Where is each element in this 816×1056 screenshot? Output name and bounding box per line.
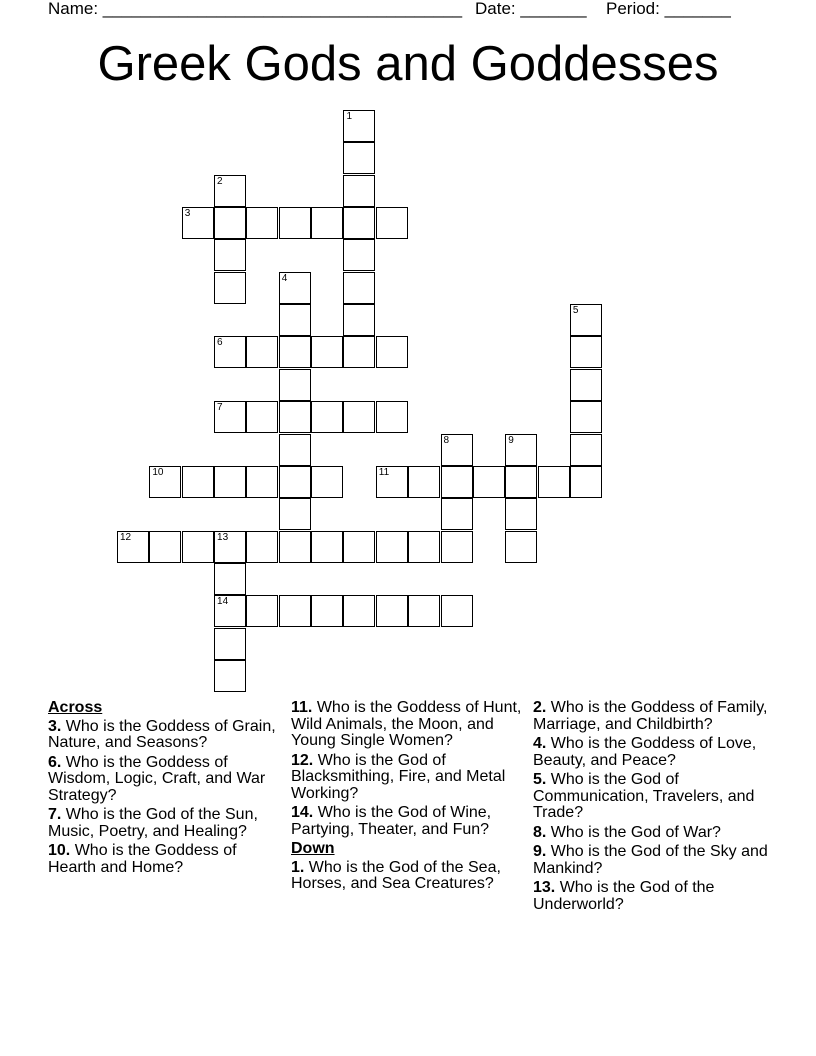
cell-number: 13 (217, 531, 229, 543)
grid-cell[interactable] (214, 660, 246, 692)
grid-cell[interactable] (343, 531, 375, 563)
clue-across-3: 3. Who is the Goddess of Grain, Nature, and Seasons? (48, 717, 276, 751)
clue-down-13: 13. Who is the God of the Underworld? (533, 879, 715, 913)
grid-cell[interactable] (538, 466, 570, 498)
grid-cell[interactable] (311, 336, 343, 368)
cell-number: 6 (217, 337, 223, 349)
clue-column-2 (291, 700, 527, 896)
grid-cell[interactable] (343, 142, 375, 174)
cell-number: 12 (120, 531, 132, 543)
grid-cell[interactable] (279, 434, 311, 466)
grid-cell[interactable] (246, 401, 278, 433)
grid-cell[interactable] (570, 401, 602, 433)
grid-cell[interactable] (570, 466, 602, 498)
grid-cell[interactable] (214, 175, 246, 207)
cell-number: 2 (217, 175, 223, 187)
grid-cell[interactable] (246, 336, 278, 368)
cell-number: 7 (217, 402, 223, 414)
grid-cell[interactable] (149, 531, 181, 563)
grid-cell[interactable] (246, 466, 278, 498)
clue-across-10: 10. Who is the Goddess of Hearth and Home? (48, 842, 237, 876)
grid-cell[interactable] (214, 628, 246, 660)
grid-cell[interactable] (376, 531, 408, 563)
grid-cell[interactable] (117, 531, 149, 563)
clue-across-7: 7. Who is the God of the Sun, Music, Poetry, and Healing? (48, 806, 258, 840)
clue-column-1 (48, 700, 284, 879)
grid-cell[interactable] (343, 595, 375, 627)
grid-cell[interactable] (343, 207, 375, 239)
grid-cell[interactable] (214, 401, 246, 433)
grid-cell[interactable] (441, 466, 473, 498)
grid-cell[interactable] (182, 207, 214, 239)
clue-across-14: 14. Who is the God of Wine, Partying, Theater, and Fun? (291, 804, 492, 838)
grid-cell[interactable] (279, 304, 311, 336)
cell-number: 11 (378, 466, 390, 478)
period-field-label: Period: _______ (606, 0, 731, 18)
clue-down-9: 9. Who is the God of the Sky and Mankind? (533, 843, 768, 877)
grid-cell[interactable] (214, 563, 246, 595)
grid-cell[interactable] (214, 595, 246, 627)
grid-cell[interactable] (376, 595, 408, 627)
grid-cell[interactable] (441, 531, 473, 563)
clue-down-4: 4. Who is the Goddess of Love, Beauty, and Peace? (533, 735, 757, 769)
grid-cell[interactable] (343, 110, 375, 142)
grid-cell[interactable] (311, 531, 343, 563)
cell-number: 9 (508, 434, 514, 446)
grid-cell[interactable] (214, 466, 246, 498)
grid-cell[interactable] (279, 401, 311, 433)
grid-cell[interactable] (408, 595, 440, 627)
clue-down-1: 1. Who is the God of the Sea, Horses, and Sea Creatures? (291, 858, 501, 892)
grid-cell[interactable] (246, 595, 278, 627)
cell-number: 5 (572, 305, 579, 317)
grid-cell[interactable] (279, 531, 311, 563)
grid-cell[interactable] (214, 531, 246, 563)
cell-number: 10 (152, 466, 164, 478)
grid-cell[interactable] (214, 272, 246, 304)
cell-number: 14 (217, 596, 229, 608)
grid-cell[interactable] (570, 304, 602, 336)
grid-cell[interactable] (343, 175, 375, 207)
grid-cell[interactable] (343, 336, 375, 368)
across-heading: Across (48, 699, 103, 716)
grid-cell[interactable] (441, 498, 473, 530)
grid-cell[interactable] (570, 336, 602, 368)
clue-column-3 (533, 700, 769, 916)
grid-cell[interactable] (505, 531, 537, 563)
grid-cell[interactable] (214, 239, 246, 271)
cell-number: 1 (346, 111, 352, 122)
grid-cell[interactable] (149, 466, 181, 498)
page-title: Greek Gods and Goddesses (97, 37, 719, 91)
grid-cell[interactable] (441, 434, 473, 466)
down-heading: Down (291, 840, 335, 857)
clue-across-11: 11. Who is the Goddess of Hunt, Wild Animals, the Moon, and Young Single Women? (291, 699, 522, 749)
grid-cell[interactable] (246, 207, 278, 239)
grid-cell[interactable] (570, 369, 602, 401)
grid-cell[interactable] (311, 401, 343, 433)
clue-across-6: 6. Who is the Goddess of Wisdom, Logic, Craft, and War Strategy? (48, 753, 266, 804)
grid-cell[interactable] (279, 498, 311, 530)
grid-cell[interactable] (246, 531, 278, 563)
clue-across-12: 12. Who is the God of Blacksmithing, Fire, and Metal Working? (291, 751, 506, 802)
grid-cell[interactable] (343, 304, 375, 336)
grid-cell[interactable] (570, 434, 602, 466)
grid-cell[interactable] (505, 434, 537, 466)
grid-cell[interactable] (182, 531, 214, 563)
name-field-label: Name: ______________________________________ (48, 0, 463, 18)
cell-number: 3 (184, 208, 191, 220)
grid-cell[interactable] (343, 272, 375, 304)
grid-cell[interactable] (279, 369, 311, 401)
clue-down-2: 2. Who is the Goddess of Family, Marriage, and Childbirth? (533, 699, 768, 733)
grid-cell[interactable] (376, 207, 408, 239)
grid-cell[interactable] (376, 401, 408, 433)
grid-cell[interactable] (279, 466, 311, 498)
grid-cell[interactable] (279, 336, 311, 368)
grid-cell[interactable] (214, 207, 246, 239)
grid-cell[interactable] (182, 466, 214, 498)
cell-number: 4 (281, 272, 288, 284)
grid-cell[interactable] (408, 466, 440, 498)
grid-cell[interactable] (214, 336, 246, 368)
clue-down-8: 8. Who is the God of War? (533, 823, 721, 841)
grid-cell[interactable] (279, 207, 311, 239)
grid-cell[interactable] (311, 466, 343, 498)
grid-cell[interactable] (408, 531, 440, 563)
grid-cell[interactable] (343, 239, 375, 271)
grid-cell[interactable] (376, 336, 408, 368)
grid-cell[interactable] (311, 595, 343, 627)
grid-cell[interactable] (505, 466, 537, 498)
clue-down-5: 5. Who is the God of Communication, Travelers, and Trade? (533, 771, 755, 821)
grid-cell[interactable] (473, 466, 505, 498)
grid-cell[interactable] (343, 401, 375, 433)
grid-cell[interactable] (376, 466, 408, 498)
cell-number: 8 (443, 434, 450, 446)
grid-cell[interactable] (505, 498, 537, 530)
grid-cell[interactable] (279, 595, 311, 627)
grid-cell[interactable] (279, 272, 311, 304)
grid-cell[interactable] (441, 595, 473, 627)
grid-cell[interactable] (311, 207, 343, 239)
date-field-label: Date: _______ (475, 0, 587, 18)
